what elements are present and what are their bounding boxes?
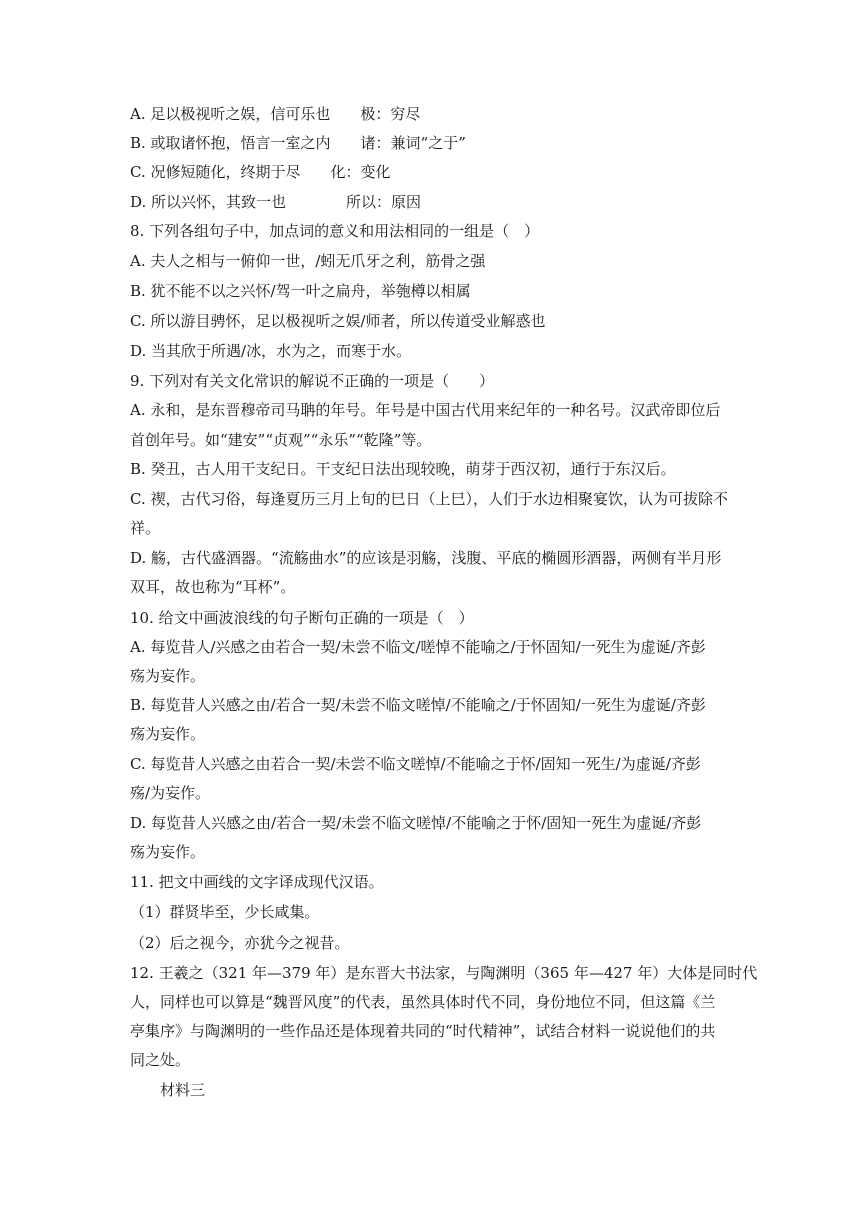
option-10a: A. 每览昔人/兴感之由若合一契/未尝不临文/嗟悼不能喻之/于怀固知/一死生为虚诞/齐彭 [130, 638, 706, 656]
option-9d: D. 觞，古代盛酒器。“流觞曲水”的应该是羽觞，浅腹、平底的椭圆形酒器，两侧有半月形 [130, 549, 722, 567]
option-10c: C. 每览昔人兴感之由若合一契/未尝不临文嗟悼/不能喻之于怀/固知一死生/为虚诞/齐彭 [130, 755, 701, 773]
question-11-part1: （1）群贤毕至，少长咸集。 [130, 903, 320, 921]
option-10d-cont: 殇为妄作。 [130, 843, 206, 861]
option-7a: A. 足以极视听之娱，信可乐也 极：穷尽 [130, 105, 421, 123]
option-8c: C. 所以游目骋怀，足以极视听之娱/师者，所以传道受业解惑也 [130, 312, 546, 330]
question-8: 8. 下列各组句子中，加点词的意义和用法相同的一组是（ ） [130, 222, 540, 240]
option-10c-cont: 殇/为妄作。 [130, 784, 211, 802]
option-10b-cont: 殇为妄作。 [130, 725, 206, 743]
question-11: 11. 把文中画线的文字译成现代汉语。 [130, 873, 384, 891]
question-12-cont2: 亭集序》与陶渊明的一些作品还是体现着共同的“时代精神”，试结合材料一说说他们的共 [130, 1022, 716, 1040]
question-11-part2: （2）后之视今，亦犹今之视昔。 [130, 934, 350, 952]
option-7d: D. 所以兴怀，其致一也 所以：原因 [130, 193, 422, 211]
option-7b: B. 或取诸怀抱，悟言一室之内 诸：兼词“之于” [130, 134, 466, 152]
option-9c: C. 禊，古代习俗，每逢夏历三月上旬的巳日（上巳），人们于水边相聚宴饮，认为可拔除不 [130, 490, 728, 508]
question-10: 10. 给文中画波浪线的句子断句正确的一项是（ ） [130, 609, 474, 627]
question-12-cont3: 同之处。 [130, 1051, 191, 1069]
question-12: 12. 王羲之（321 年—379 年）是东晋大书法家，与陶渊明（365 年—427 年）大体是同时代 [130, 964, 758, 982]
option-10a-cont: 殇为妄作。 [130, 667, 206, 685]
option-9a: A. 永和，是东晋穆帝司马聃的年号。年号是中国古代用来纪年的一种名号。汉武帝即位后 [130, 401, 721, 419]
option-10d: D. 每览昔人兴感之由/若合一契/未尝不临文嗟悼/不能喻之于怀/固知一死生为虚诞/齐彭 [130, 814, 702, 832]
option-9a-cont: 首创年号。如“建安”“贞观”“永乐”“乾隆”等。 [130, 431, 432, 449]
question-12-cont1: 人，同样也可以算是“魏晋风度”的代表，虽然具体时代不同，身份地位不同，但这篇《兰 [130, 993, 716, 1011]
option-9c-cont: 祥。 [130, 519, 161, 537]
question-9: 9. 下列对有关文化常识的解说不正确的一项是（ ） [130, 372, 495, 390]
option-9b: B. 癸丑，古人用干支纪日。干支纪日法出现较晚，萌芽于西汉初，通行于东汉后。 [130, 460, 676, 478]
material-heading: 材料三 [160, 1081, 206, 1099]
option-8d: D. 当其欣于所遇/冰，水为之，而寒于水。 [130, 342, 412, 360]
option-8b: B. 犹不能不以之兴怀/驾一叶之扁舟，举匏樽以相属 [130, 282, 471, 300]
option-7c: C. 况修短随化，终期于尽 化：变化 [130, 163, 391, 181]
option-10b: B. 每览昔人兴感之由/若合一契/未尝不临文嗟悼/不能喻之/于怀固知/一死生为虚诞/齐彭 [130, 696, 706, 714]
option-8a: A. 夫人之相与一俯仰一世，/蚓无爪牙之利，筋骨之强 [130, 252, 486, 270]
option-9d-cont: 双耳，故也称为“耳杯”。 [130, 578, 296, 596]
